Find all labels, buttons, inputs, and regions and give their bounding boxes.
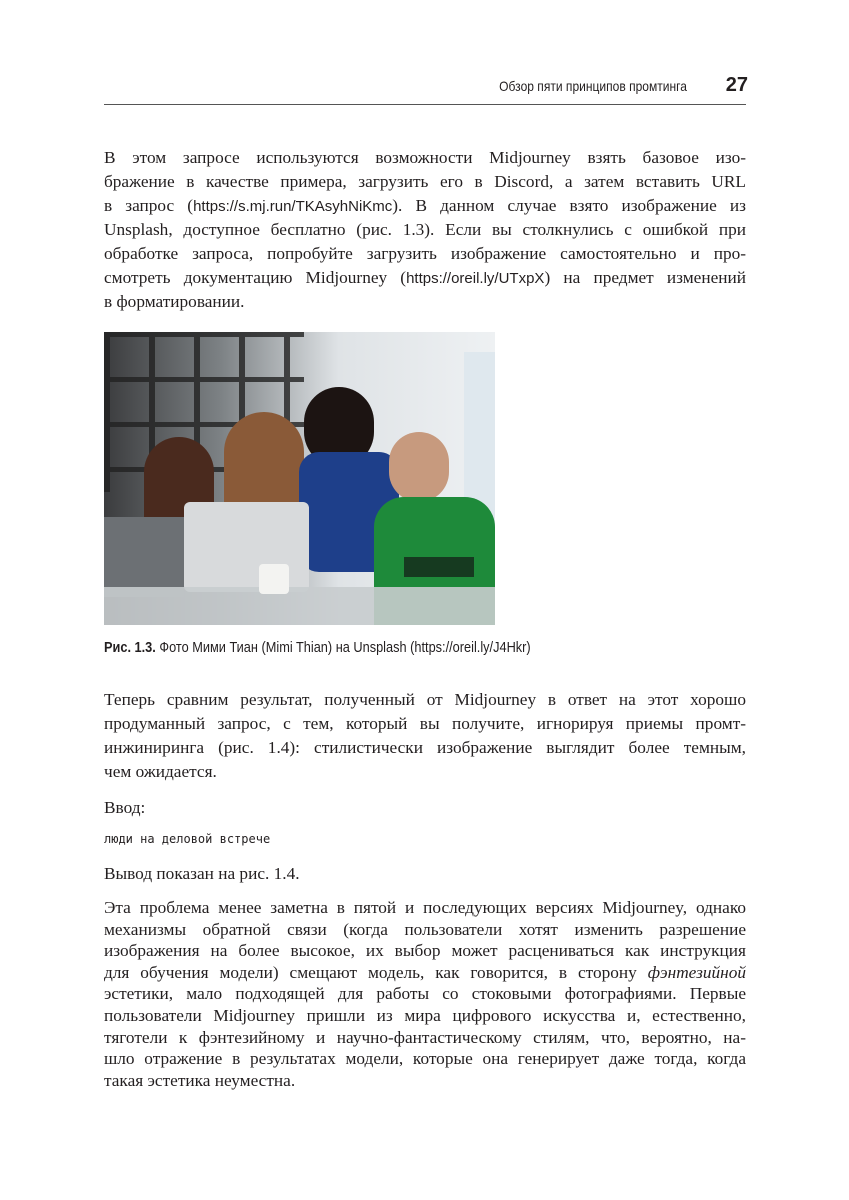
text-line: эстетики, мало подходящей для работы со стоковыми фотографиями. Первые — [104, 984, 746, 1004]
paragraph-2 — [104, 688, 746, 784]
page-number: 27 — [725, 74, 748, 96]
text: ) на предмет изменений — [544, 268, 746, 287]
text: смотреть документацию Midjourney ( — [104, 268, 407, 287]
text-line: бражение в качестве примера, загрузить его в Discord, а затем вставить URL — [104, 172, 746, 191]
text-line: в форматировании. — [104, 292, 245, 311]
input-label: Ввод: — [104, 798, 146, 817]
text-line: Unsplash, доступное бесплатно (рис. 1.3). Если вы столкнулись с ошибкой при — [104, 220, 746, 239]
text-line — [104, 962, 746, 984]
text-line: обработке запроса, попробуйте загрузить изображение самостоятельно и про- — [104, 244, 746, 263]
text-line: пользователи Midjourney пришли из мира цифрового искусства и, естественно, — [104, 1005, 746, 1025]
text-line: В этом запросе используются возможности Midjourney взять базовое изо- — [104, 148, 746, 167]
text-line: тяготели к фэнтезийному и научно-фантастическому стилям, что, вероятно, на- — [104, 1027, 746, 1047]
text-line: чем ожидается. — [104, 762, 217, 781]
figure-label: Рис. 1.3. — [104, 640, 156, 656]
italic-term: фэнтезийной — [647, 962, 746, 982]
text-line: продуманный запрос, с тем, который вы получите, игнорируя приемы промт- — [104, 714, 746, 733]
figure-caption — [104, 640, 531, 656]
figure-photo-business-meeting — [104, 332, 495, 625]
text-line: изображения на более высокое, их выбор может расцениваться как инструкция — [104, 941, 746, 961]
text-line: механизмы обратной связи (когда пользователи хотят изменить разрешение — [104, 919, 746, 939]
paragraph-3 — [104, 897, 746, 1091]
text-line — [104, 266, 746, 290]
text-line — [104, 194, 746, 218]
header-rule — [104, 104, 746, 105]
text-line: Теперь сравним результат, полученный от Midjourney в ответ на этот хорошо — [104, 690, 746, 709]
text: ). В данном случае взято изображение из — [392, 196, 746, 215]
link-midjourney-image[interactable]: https://s.mj.run/TKAsyhNiKmc — [193, 198, 393, 215]
output-label: Вывод показан на рис. 1.4. — [104, 864, 300, 883]
caption-text: Фото Мими Тиан (Mimi Thian) на Unsplash (https://oreil.ly/J4Hkr) — [159, 640, 531, 656]
text: для обучения модели) смещают модель, как говорится, в сторону — [104, 962, 648, 982]
link-midjourney-docs[interactable]: https://oreil.ly/UTxpX — [406, 270, 545, 287]
text-line: инжиниринга (рис. 1.4): стилистически изображение выглядит более темным, — [104, 738, 746, 757]
text-line: Эта проблема менее заметна в пятой и последующих версиях Midjourney, однако — [104, 898, 746, 917]
paragraph-1 — [104, 146, 746, 314]
input-code: люди на деловой встрече — [104, 832, 271, 846]
text-line: шло отражение в результатах модели, которые она генерирует даже тогда, когда — [104, 1049, 746, 1069]
text-line: такая эстетика неуместна. — [104, 1070, 296, 1090]
text: в запрос ( — [104, 196, 194, 215]
running-header-title: Обзор пяти принципов промтинга — [499, 78, 687, 94]
